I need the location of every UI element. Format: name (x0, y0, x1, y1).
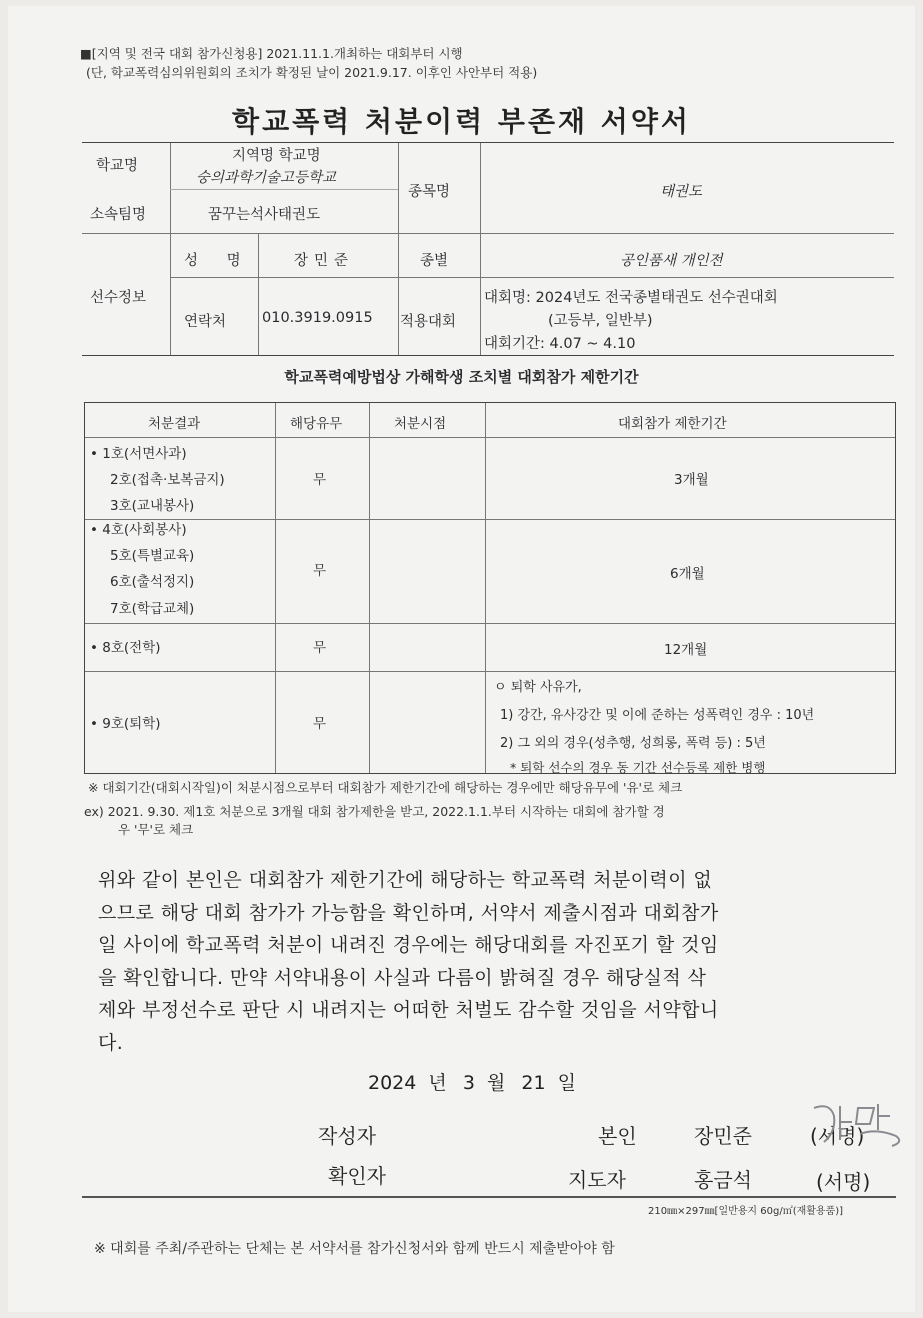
row2-period: 6개월 (670, 566, 705, 582)
note-line-3: 우 '무'로 체크 (118, 822, 194, 837)
date-day-unit: 일 (557, 1072, 576, 1094)
col-header-result: 처분결과 (148, 416, 201, 432)
contact-label: 연락처 (184, 314, 227, 330)
divider (82, 1196, 896, 1198)
pledge-line-4: 을 확인합니다. 만약 서약내용이 사실과 다름이 밝혀질 경우 해당실적 삭 (98, 966, 707, 989)
school-label: 학교명 (96, 158, 139, 174)
pledge-line-2: 으므로 해당 대회 참가가 가능함을 확인하며, 서약서 제출시점과 대회참가 (98, 901, 719, 924)
row1-result-3: 3호(교내봉사) (110, 498, 195, 514)
team-value: 꿈꾸는석사태권도 (208, 207, 321, 223)
instructor-name: 홍금석 (694, 1168, 752, 1192)
row1-result-1: • 1호(서면사과) (90, 446, 187, 462)
col-header-period: 대회참가 제한기간 (618, 416, 727, 432)
self-label: 본인 (598, 1124, 637, 1148)
writer-label: 작성자 (318, 1124, 376, 1148)
competition-period: 대회기간: 4.07 ~ 4.10 (484, 336, 636, 352)
competition-division: (고등부, 일반부) (548, 313, 653, 329)
row3-period: 12개월 (664, 642, 708, 658)
col-header-applicable: 해당유무 (290, 416, 343, 432)
row4-period-line-1: ㅇ 퇴학 사유가, (494, 680, 582, 695)
row2-result-3: 6호(출석정지) (110, 574, 195, 590)
signing-date (368, 1068, 576, 1095)
header-line-1: ■[지역 및 전국 대회 참가신청용] 2021.11.1.개최하는 대회부터 시행 (80, 46, 463, 61)
self-sign-label: (서명) (810, 1124, 865, 1148)
date-year-unit: 년 (428, 1072, 447, 1094)
row4-result-1: • 9호(퇴학) (90, 716, 161, 732)
handwritten-signature (800, 1094, 910, 1154)
row3-result-1: • 8호(전학) (90, 640, 161, 656)
player-label: 선수정보 (90, 290, 147, 306)
pledge-text (98, 864, 878, 1059)
instructor-label: 지도자 (568, 1168, 626, 1192)
row2-result-4: 7호(학급교체) (110, 601, 195, 617)
row4-period-line-2: 1) 강간, 유사강간 및 이에 준하는 성폭력인 경우 : 10년 (500, 708, 815, 723)
name-value: 장민준 (294, 253, 355, 269)
date-month-unit: 월 (486, 1072, 506, 1094)
col-header-time: 처분시점 (394, 416, 447, 432)
header-notice (80, 44, 537, 82)
school-value: 숭의과학기술고등학교 (196, 170, 337, 186)
name-label: 성 명 (184, 253, 253, 269)
pledge-line-3: 일 사이에 학교폭력 처분이 내려진 경우에는 해당대회를 자진포기 할 것임 (98, 934, 719, 956)
note-line-2: ex) 2021. 9.30. 제1호 처분으로 3개월 대회 참가제한을 받고, 2022.1.1.부터 시작하는 대회에 참가할 경 (84, 804, 665, 819)
row2-result-1: • 4호(사회봉사) (90, 522, 187, 538)
note-line-1: ※ 대회기간(대회시작일)이 처분시점으로부터 대회참가 제한기간에 해당하는 경우에만 해당유무에 '유'로 체크 (88, 780, 683, 795)
restriction-subtitle: 학교폭력예방법상 가해학생 조치별 대회참가 제한기간 (284, 368, 639, 386)
date-day: 21 (521, 1072, 546, 1094)
pledge-line-5: 제와 부정선수로 판단 시 내려지는 어떠한 처벌도 감수할 것임을 서약합니 (98, 999, 719, 1021)
row4-applicable: 무 (313, 716, 327, 732)
date-year: 2024 (368, 1072, 417, 1094)
row4-period-line-4: * 퇴학 선수의 경우 동 기간 선수등록 제한 병행 (510, 760, 766, 775)
school-region-label: 지역명 학교명 (232, 148, 321, 164)
self-name: 장민준 (694, 1124, 752, 1148)
row2-applicable: 무 (313, 563, 327, 579)
event-label: 종목명 (408, 184, 451, 200)
footer-note: ※ 대회를 주최/주관하는 단체는 본 서약서를 참가신청서와 함께 반드시 제출받아야 함 (94, 1241, 615, 1257)
paper-spec: 210㎜×297㎜[일반용지 60g/㎡(재활용품)] (648, 1206, 844, 1217)
row1-applicable: 무 (313, 472, 327, 488)
team-label: 소속팀명 (90, 207, 147, 223)
document-title: 학교폭력 처분이력 부존재 서약서 (232, 105, 691, 138)
row3-applicable: 무 (313, 640, 327, 656)
row2-result-2: 5호(특별교육) (110, 548, 195, 564)
applied-competition-label: 적용대회 (400, 314, 457, 330)
row1-period: 3개월 (674, 472, 709, 488)
confirmer-label: 확인자 (328, 1164, 386, 1188)
contact-value: 010.3919.0915 (262, 310, 373, 326)
pledge-line-1: 위와 같이 본인은 대회참가 제한기간에 해당하는 학교폭력 처분이력이 없 (98, 869, 713, 891)
instructor-sign-label: (서명) (816, 1170, 871, 1194)
row4-period-line-3: 2) 그 외의 경우(성추행, 성희롱, 폭력 등) : 5년 (500, 736, 766, 751)
event-value: 태권도 (660, 184, 703, 200)
date-month: 3 (462, 1072, 475, 1094)
competition-name: 대회명: 2024년도 전국종별태권도 선수권대회 (484, 290, 778, 306)
category-value: 공인품새 개인전 (620, 253, 723, 269)
category-label: 종별 (420, 253, 449, 269)
pledge-line-6: 다. (98, 1031, 124, 1054)
header-line-2: (단, 학교폭력심의위원회의 조치가 확정된 날이 2021.9.17. 이후인 사안부터 적용) (86, 65, 538, 80)
row1-result-2: 2호(접촉·보복금지) (110, 472, 225, 488)
